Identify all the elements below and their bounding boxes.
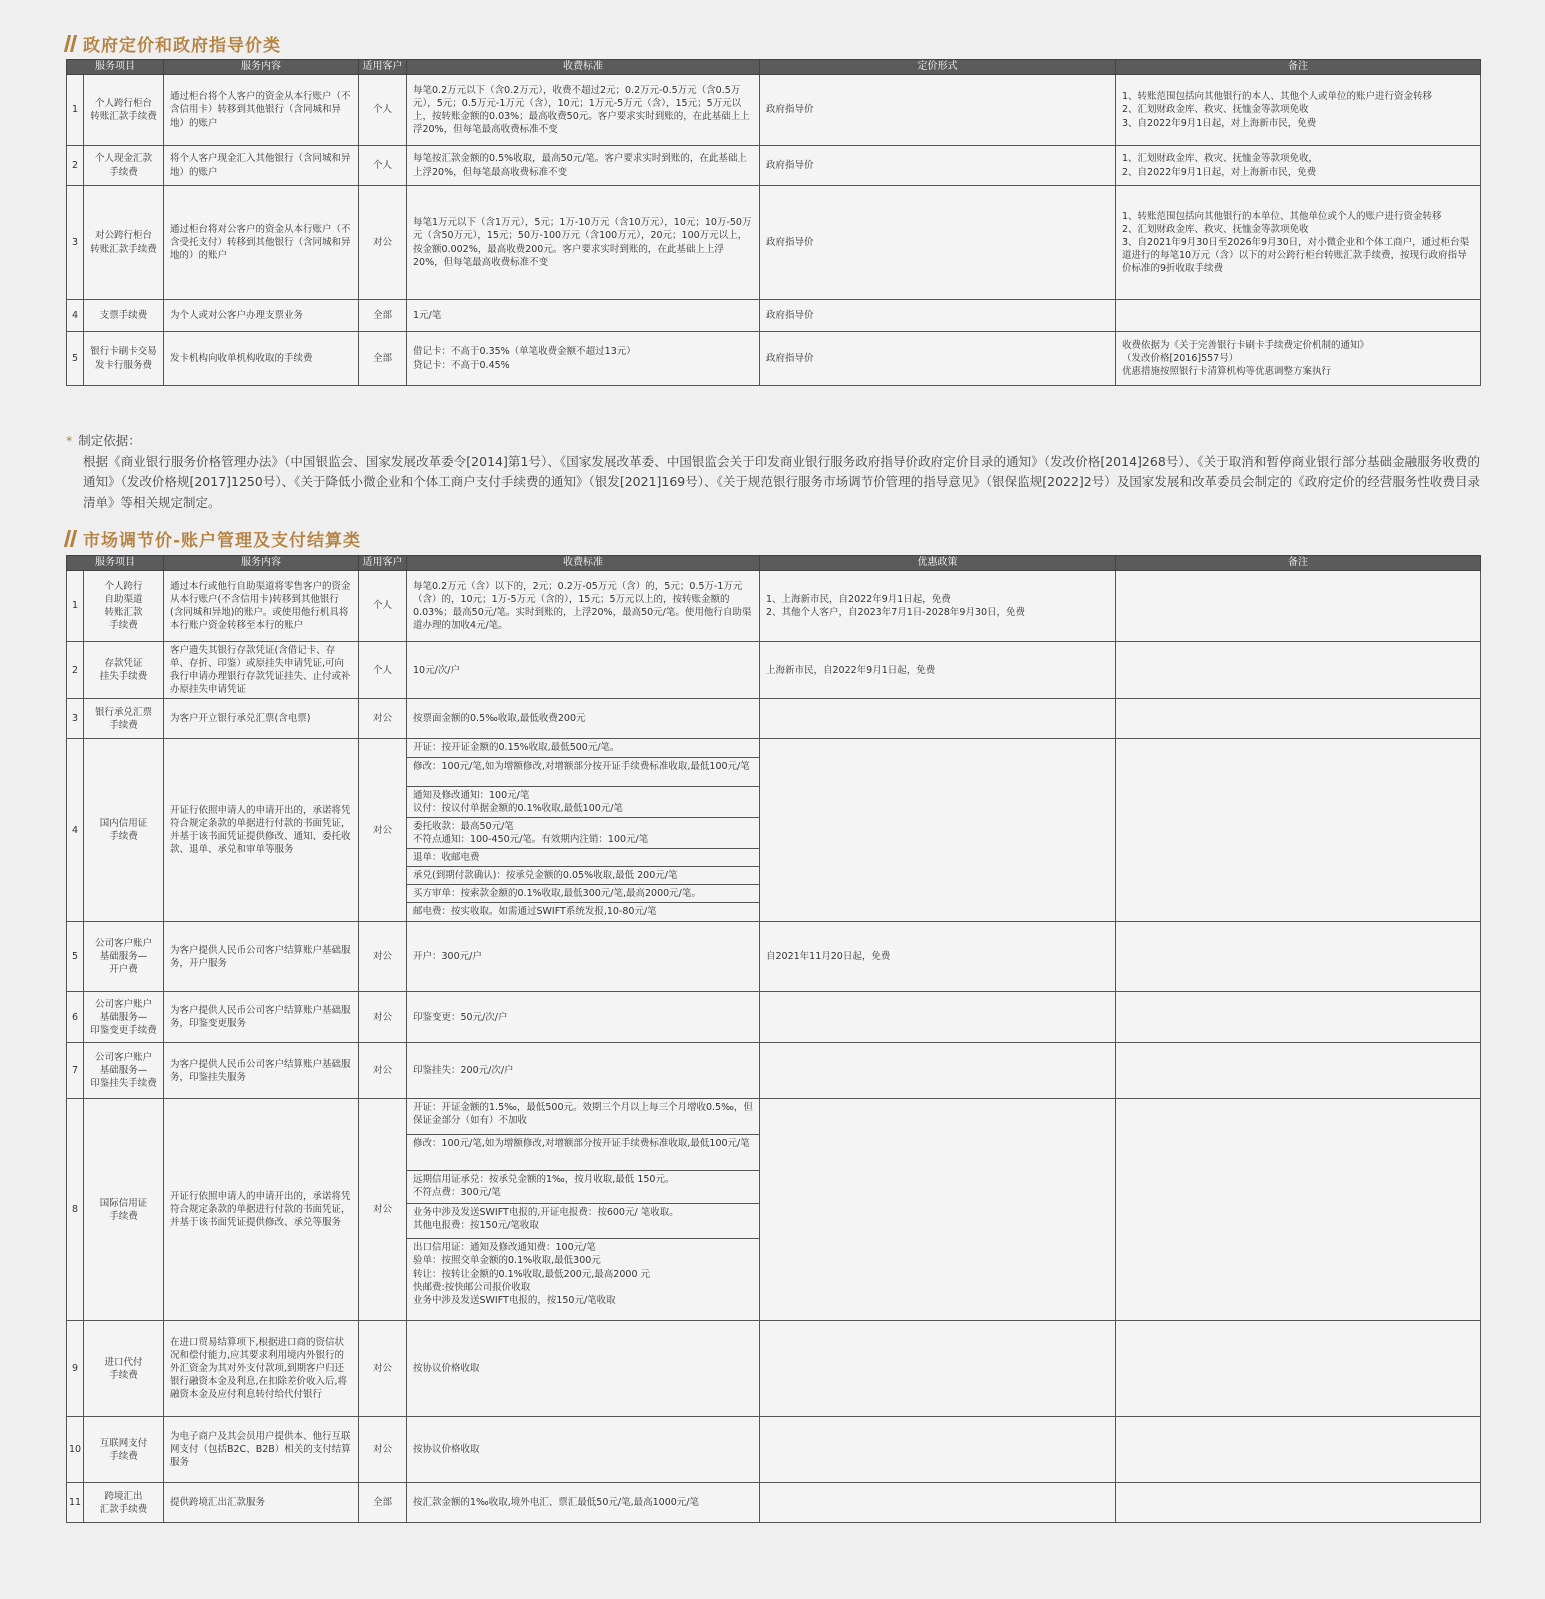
row-number: 5 bbox=[67, 922, 84, 992]
service-content: 提供跨境汇出汇款服务 bbox=[164, 1483, 359, 1523]
preferential-policy bbox=[760, 699, 1116, 739]
service-item: 对公跨行柜台 转账汇款手续费 bbox=[84, 186, 164, 300]
star-icon: * bbox=[66, 433, 73, 448]
applicable-customer: 个人 bbox=[359, 146, 407, 186]
remark bbox=[1116, 699, 1481, 739]
applicable-customer: 对公 bbox=[359, 1099, 407, 1321]
section-title-text: 政府定价和政府指导价类 bbox=[83, 36, 281, 56]
fee-standard: 按协议价格收取 bbox=[407, 1417, 760, 1483]
fee-standard-line: 修改：100元/笔,如为增额修改,对增额部分按开证手续费标准收取,最低100元/笔 bbox=[407, 1134, 759, 1170]
service-content: 客户遗失其银行存款凭证(含借记卡、存单、存折、印鉴）或原挂失申请凭证,可向我行申请办理银行存款凭证挂失、止付或补办原挂失申请凭证 bbox=[164, 642, 359, 699]
row-number: 3 bbox=[67, 699, 84, 739]
fee-standard: 10元/次/户 bbox=[407, 642, 760, 699]
applicable-customer: 个人 bbox=[359, 571, 407, 642]
applicable-customer: 对公 bbox=[359, 699, 407, 739]
fee-standard-line: 承兑(到期付款确认)：按承兑金额的0.05%收取,最低 200元/笔 bbox=[407, 866, 759, 884]
fee-standard: 开户：300元/户 bbox=[407, 922, 760, 992]
fee-standard: 每笔0.2万元（含）以下的，2元；0.2万-05万元（含）的，5元；0.5万-1万元（含）的，10元；1万-5万元（含的），15元；5万元以上的，按转账金额的0.03%；最高50元/笔。实时到账的，上浮20%，最高50元/笔。使用他行自助渠道办理的加收4元/笔。 bbox=[407, 571, 760, 642]
table-row bbox=[67, 739, 1481, 922]
applicable-customer: 个人 bbox=[359, 75, 407, 146]
preferential-policy bbox=[760, 1483, 1116, 1523]
fee-standard: 按票面金额的0.5‰收取,最低收费200元 bbox=[407, 699, 760, 739]
pricing-form: 政府指导价 bbox=[760, 75, 1116, 146]
applicable-customer: 个人 bbox=[359, 642, 407, 699]
service-item: 支票手续费 bbox=[84, 300, 164, 332]
preferential-policy: 1、上海新市民，自2022年9月1日起，免费 2、其他个人客户，自2023年7月1日-2028年9月30日，免费 bbox=[760, 571, 1116, 642]
remark bbox=[1116, 642, 1481, 699]
service-content: 为客户提供人民币公司客户结算账户基础服务，印鉴挂失服务 bbox=[164, 1043, 359, 1099]
service-content: 开证行依照申请人的申请开出的，承诺将凭符合规定条款的单据进行付款的书面凭证，并基于该书面凭证提供修改、承兑等服务 bbox=[164, 1099, 359, 1321]
pricing-form: 政府指导价 bbox=[760, 300, 1116, 332]
row-number: 4 bbox=[67, 300, 84, 332]
row-number: 7 bbox=[67, 1043, 84, 1099]
remark: 收费依据为《关于完善银行卡刷卡手续费定价机制的通知》 （发改价格[2016]557号） 优惠措施按照银行卡清算机构等优惠调整方案执行 bbox=[1116, 332, 1481, 386]
service-content: 将个人客户现金汇入其他银行（含同城和异地）的账户 bbox=[164, 146, 359, 186]
row-number: 1 bbox=[67, 571, 84, 642]
remark: 1、转账范围包括向其他银行的本人、其他个人或单位的账户进行资金转移 2、汇划财政金库、救灾、抚恤金等款项免收 3、自2022年9月1日起，对上海新市民，免费 bbox=[1116, 75, 1481, 146]
fee-standard: 按协议价格收取 bbox=[407, 1321, 760, 1417]
table-row bbox=[67, 75, 1481, 146]
fee-standard: 每笔0.2万元以下（含0.2万元），收费不超过2元；0.2万元-0.5万元（含0.5万元），5元；0.5万元-1万元（含），10元；1万元-5万元（含），15元；5万元以上，按转账金额的0.03%；最高收费50元。客户要求实时到账的，在此基础上上浮20%，但每笔最高收费标准不变 bbox=[407, 75, 760, 146]
fee-standard-line: 邮电费：按实收取。如需通过SWIFT系统发报,10-80元/笔 bbox=[407, 902, 759, 921]
service-item: 银行卡刷卡交易 发卡行服务费 bbox=[84, 332, 164, 386]
fee-standard: 每笔按汇款金额的0.5%收取，最高50元/笔。客户要求实时到账的，在此基础上上浮20%，但每笔最高收费标准不变 bbox=[407, 146, 760, 186]
table-row bbox=[67, 186, 1481, 300]
pricing-form: 政府指导价 bbox=[760, 186, 1116, 300]
header-customer: 适用客户 bbox=[359, 60, 407, 75]
section-title-market-pricing bbox=[66, 526, 361, 551]
pricing-basis-text: 根据《商业银行服务价格管理办法》（中国银监会、国家发展改革委令[2014]第1号）、《国家发展改革委、中国银监会关于印发商业银行服务政府指导价政府定价目录的通知》（发改价格[2014]268号）、《关于取消和暂停商业银行部分基础金融服务收费的通知》（发改价格规[2017]1250号）、《关于降低小微企业和个体工商户支付手续费的通知》（银发[2021]169号）、《关于规范银行服务市场调节价管理的指导意见》（银保监规[2022]2号）及国家发展和改革委员会制定的《政府定价的经营服务性收费目录清单》等相关规定制定。 bbox=[83, 453, 1480, 510]
title-accent-icon bbox=[64, 530, 77, 547]
fee-standard: 印鉴挂失：200元/次/户 bbox=[407, 1043, 760, 1099]
pricing-form: 政府指导价 bbox=[760, 146, 1116, 186]
row-number: 10 bbox=[67, 1417, 84, 1483]
preferential-policy bbox=[760, 1417, 1116, 1483]
header-fee-standard: 收费标准 bbox=[407, 556, 760, 571]
table-row bbox=[67, 300, 1481, 332]
applicable-customer: 对公 bbox=[359, 1043, 407, 1099]
preferential-policy: 自2021年11月20日起，免费 bbox=[760, 922, 1116, 992]
service-item: 国内信用证 手续费 bbox=[84, 739, 164, 922]
service-item: 个人跨行柜台 转账汇款手续费 bbox=[84, 75, 164, 146]
remark bbox=[1116, 1321, 1481, 1417]
fee-standard: 按汇款金额的1‰收取,境外电汇、票汇最低50元/笔,最高1000元/笔 bbox=[407, 1483, 760, 1523]
header-service-content: 服务内容 bbox=[164, 60, 359, 75]
section-title-text: 市场调节价-账户管理及支付结算类 bbox=[83, 531, 362, 551]
service-item: 存款凭证 挂失手续费 bbox=[84, 642, 164, 699]
remark: 1、转账范围包括向其他银行的本单位、其他单位或个人的账户进行资金转移 2、汇划财政金库、救灾、抚恤金等款项免收 3、自2021年9月30日至2026年9月30日，对小微企业和个体工商户，通过柜台渠道进行的每笔10万元（含）以下的对公跨行柜台转账汇款手续费，按现行政府指导价标准的9折收取手续费 bbox=[1116, 186, 1481, 300]
remark bbox=[1116, 1099, 1481, 1321]
service-item: 公司客户账户 基础服务— 开户费 bbox=[84, 922, 164, 992]
service-content: 通过本行或他行自助渠道将零售客户的资金从本行账户(不含信用卡)转移到其他银行(含同城和异地)的账户。或使用他行机具将本行账户资金转移至本行的账户 bbox=[164, 571, 359, 642]
header-pricing-form: 定价形式 bbox=[760, 60, 1116, 75]
table-row bbox=[67, 699, 1481, 739]
table-row bbox=[67, 332, 1481, 386]
service-item: 个人跨行 自助渠道 转账汇款 手续费 bbox=[84, 571, 164, 642]
preferential-policy bbox=[760, 739, 1116, 922]
remark bbox=[1116, 1043, 1481, 1099]
applicable-customer: 对公 bbox=[359, 922, 407, 992]
service-content: 通过柜台将个人客户的资金从本行账户（不含信用卡）转移到其他银行（含同城和异地）的账户 bbox=[164, 75, 359, 146]
remark bbox=[1116, 739, 1481, 922]
table-row bbox=[67, 1043, 1481, 1099]
fee-standard: 借记卡：不高于0.35%（单笔收费金额不超过13元） 贷记卡：不高于0.45% bbox=[407, 332, 760, 386]
header-service-content: 服务内容 bbox=[164, 556, 359, 571]
fee-standard-line: 修改：100元/笔,如为增额修改,对增额部分按开证手续费标准收取,最低100元/笔 bbox=[407, 757, 759, 786]
pricing-basis bbox=[66, 431, 1480, 514]
service-content: 为客户开立银行承兑汇票(含电票) bbox=[164, 699, 359, 739]
applicable-customer: 对公 bbox=[359, 1417, 407, 1483]
remark bbox=[1116, 1483, 1481, 1523]
service-content: 为客户提供人民币公司客户结算账户基础服务，开户服务 bbox=[164, 922, 359, 992]
table-row bbox=[67, 1321, 1481, 1417]
header-customer: 适用客户 bbox=[359, 556, 407, 571]
table-row bbox=[67, 1417, 1481, 1483]
row-number: 2 bbox=[67, 642, 84, 699]
header-remark: 备注 bbox=[1116, 60, 1481, 75]
fee-standard-line: 开证：按开证金额的0.15%收取,最低500元/笔。 bbox=[413, 742, 620, 754]
remark bbox=[1116, 300, 1481, 332]
row-number: 2 bbox=[67, 146, 84, 186]
preferential-policy: 上海新市民，自2022年9月1日起，免费 bbox=[760, 642, 1116, 699]
service-content: 为客户提供人民币公司客户结算账户基础服务，印鉴变更服务 bbox=[164, 992, 359, 1043]
remark bbox=[1116, 992, 1481, 1043]
pricing-form: 政府指导价 bbox=[760, 332, 1116, 386]
fee-standard: 印鉴变更：50元/次/户 bbox=[407, 992, 760, 1043]
row-number: 4 bbox=[67, 739, 84, 922]
fee-standard-line: 通知及修改通知：100元/笔 议付：按议付单据金额的0.1%收取,最低100元/笔 bbox=[407, 786, 759, 817]
fee-standard: 每笔1万元以下（含1万元），5元；1万-10万元（含10万元），10元；10万-50万元（含50万元），15元；50万-100万元（含100万元），20元；100万元以上，按金额0.002%，最高收费200元。客户要求实时到账的，在此基础上上浮20%，但每笔最高收费标准不变 bbox=[407, 186, 760, 300]
service-item: 进口代付 手续费 bbox=[84, 1321, 164, 1417]
fee-standard bbox=[407, 739, 760, 922]
table-row bbox=[67, 146, 1481, 186]
table-row bbox=[67, 1483, 1481, 1523]
preferential-policy bbox=[760, 992, 1116, 1043]
fee-standard: 1元/笔 bbox=[407, 300, 760, 332]
title-accent-icon bbox=[64, 35, 77, 52]
service-item: 公司客户账户 基础服务— 印鉴挂失手续费 bbox=[84, 1043, 164, 1099]
table-row bbox=[67, 571, 1481, 642]
remark bbox=[1116, 922, 1481, 992]
fee-standard-line: 开证：开证金额的1.5‰，最低500元。效期三个月以上每三个月增收0.5‰，但保证金部分（如有）不加收 bbox=[413, 1102, 753, 1127]
service-item: 互联网支付 手续费 bbox=[84, 1417, 164, 1483]
service-item: 国际信用证 手续费 bbox=[84, 1099, 164, 1321]
fee-standard-line: 出口信用证：通知及修改通知费：100元/笔 验单：按照交单金额的0.1%收取,最低300元 转让：按转让金额的0.1%收取,最低200元,最高2000 元 快邮费:按快邮公司报价收取 业务中涉及发送SWIFT电报的，按150元/笔收取 bbox=[407, 1238, 759, 1320]
fee-standard-line: 委托收款：最高50元/笔 不符点通知：100-450元/笔。有效期内注销：100元/笔 bbox=[407, 817, 759, 848]
service-content: 为个人或对公客户办理支票业务 bbox=[164, 300, 359, 332]
row-number: 8 bbox=[67, 1099, 84, 1321]
service-item: 个人现金汇款 手续费 bbox=[84, 146, 164, 186]
service-content: 为电子商户及其会员用户提供本、他行互联网支付（包括B2C、B2B）相关的支付结算服务 bbox=[164, 1417, 359, 1483]
row-number: 9 bbox=[67, 1321, 84, 1417]
service-item: 银行承兑汇票 手续费 bbox=[84, 699, 164, 739]
fee-standard-line: 业务中涉及发送SWIFT电报的,开证电报费：按600元/ 笔收取。 其他电报费：按150元/笔收取 bbox=[407, 1203, 759, 1238]
fee-standard-line: 退单：收邮电费 bbox=[407, 848, 759, 866]
fee-standard bbox=[407, 1099, 760, 1321]
header-preferential-policy: 优惠政策 bbox=[760, 556, 1116, 571]
remark bbox=[1116, 1417, 1481, 1483]
applicable-customer: 对公 bbox=[359, 739, 407, 922]
header-remark: 备注 bbox=[1116, 556, 1481, 571]
header-service-item: 服务项目 bbox=[67, 556, 164, 571]
service-content: 开证行依照申请人的申请开出的，承诺将凭符合规定条款的单据进行付款的书面凭证，并基于该书面凭证提供修改、通知、委托收款、退单、承兑和审单等服务 bbox=[164, 739, 359, 922]
government-pricing-table bbox=[66, 59, 1481, 386]
applicable-customer: 对公 bbox=[359, 186, 407, 300]
row-number: 1 bbox=[67, 75, 84, 146]
row-number: 6 bbox=[67, 992, 84, 1043]
preferential-policy bbox=[760, 1321, 1116, 1417]
table-header-row bbox=[67, 60, 1481, 75]
pricing-basis-label: 制定依据： bbox=[78, 433, 141, 448]
row-number: 5 bbox=[67, 332, 84, 386]
row-number: 11 bbox=[67, 1483, 84, 1523]
applicable-customer: 全部 bbox=[359, 300, 407, 332]
remark: 1、汇划财政金库、救灾、抚恤金等款项免收， 2、自2022年9月1日起，对上海新市民，免费 bbox=[1116, 146, 1481, 186]
applicable-customer: 对公 bbox=[359, 992, 407, 1043]
table-row bbox=[67, 1099, 1481, 1321]
fee-standard-line: 买方审单：按索款金额的0.1%收取,最低300元/笔,最高2000元/笔。 bbox=[407, 884, 759, 902]
table-row bbox=[67, 642, 1481, 699]
market-pricing-table bbox=[66, 555, 1481, 1523]
table-row bbox=[67, 992, 1481, 1043]
header-service-item: 服务项目 bbox=[67, 60, 164, 75]
table-header-row bbox=[67, 556, 1481, 571]
service-item: 跨境汇出 汇款手续费 bbox=[84, 1483, 164, 1523]
service-content: 发卡机构向收单机构收取的手续费 bbox=[164, 332, 359, 386]
applicable-customer: 对公 bbox=[359, 1321, 407, 1417]
section-title-government-pricing bbox=[66, 31, 281, 56]
service-content: 在进口贸易结算项下,根据进口商的资信状况和偿付能力,应其要求利用境内外银行的外汇资金为其对外支付款项,到期客户归还银行融资本金及利息,在扣除差价收入后,将融资本金及应付利息转付给代付银行 bbox=[164, 1321, 359, 1417]
applicable-customer: 全部 bbox=[359, 332, 407, 386]
preferential-policy bbox=[760, 1099, 1116, 1321]
service-content: 通过柜台将对公客户的资金从本行账户（不含受托支付）转移到其他银行（含同城和异地的）的账户 bbox=[164, 186, 359, 300]
row-number: 3 bbox=[67, 186, 84, 300]
table-row bbox=[67, 922, 1481, 992]
service-item: 公司客户账户 基础服务— 印鉴变更手续费 bbox=[84, 992, 164, 1043]
fee-standard-line: 远期信用证承兑：按承兑金额的1‰，按月收取,最低 150元。 不符点费：300元/笔 bbox=[407, 1170, 759, 1203]
remark bbox=[1116, 571, 1481, 642]
header-fee-standard: 收费标准 bbox=[407, 60, 760, 75]
applicable-customer: 全部 bbox=[359, 1483, 407, 1523]
preferential-policy bbox=[760, 1043, 1116, 1099]
